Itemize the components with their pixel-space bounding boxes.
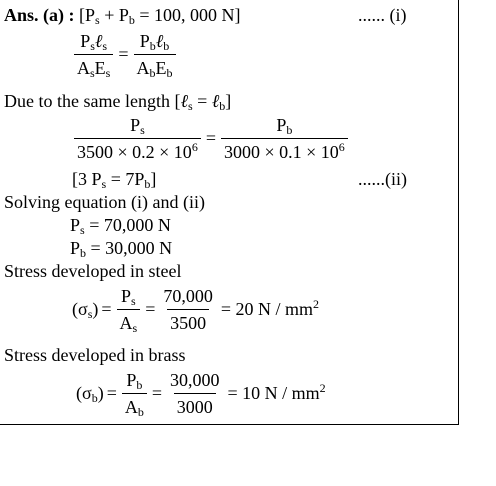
text-fragment: + P bbox=[99, 5, 129, 25]
subscript: s bbox=[187, 99, 193, 113]
sigma-b bbox=[76, 383, 104, 404]
denominator bbox=[117, 309, 141, 334]
subscript: s bbox=[90, 66, 95, 80]
numerator bbox=[127, 114, 148, 138]
equals-sign: = bbox=[106, 383, 117, 403]
fraction-right bbox=[134, 30, 176, 79]
fraction-values bbox=[167, 369, 223, 418]
symbol: ℓ bbox=[180, 91, 188, 111]
subscript: b bbox=[144, 177, 151, 191]
equation-brass-stress bbox=[76, 369, 329, 418]
subscript: s bbox=[102, 39, 108, 53]
fraction-force-area bbox=[122, 369, 147, 418]
denominator bbox=[74, 54, 113, 79]
stress-result bbox=[225, 383, 329, 404]
numerator bbox=[123, 369, 145, 393]
denominator bbox=[74, 138, 201, 163]
denominator bbox=[122, 393, 147, 418]
fraction-left bbox=[74, 30, 113, 79]
denominator-value: 3500 × 0.2 × 10 bbox=[77, 142, 192, 162]
symbol: ℓ bbox=[94, 31, 103, 51]
symbol: P bbox=[130, 115, 141, 135]
equals-sign: = bbox=[151, 383, 163, 403]
subscript: s bbox=[132, 321, 138, 335]
equals-sign: = bbox=[118, 44, 129, 64]
subscript: b bbox=[80, 246, 87, 260]
subscript: b bbox=[149, 39, 156, 53]
ps-result bbox=[70, 214, 171, 236]
text-fragment: = 10 N / mm bbox=[227, 383, 320, 403]
equals-sign: = bbox=[145, 299, 156, 319]
text-fragment: = 70,000 N bbox=[84, 215, 171, 235]
numerator bbox=[77, 30, 110, 54]
symbol: ℓ bbox=[155, 31, 164, 51]
symbol: A bbox=[136, 58, 150, 78]
fraction-values bbox=[160, 285, 216, 334]
symbol: P bbox=[139, 31, 150, 51]
denominator bbox=[134, 54, 176, 79]
equals-sign: = bbox=[205, 128, 216, 148]
symbol: E bbox=[94, 58, 106, 78]
text-fragment: = 7P bbox=[106, 169, 145, 189]
symbol: P bbox=[70, 215, 81, 235]
fraction-right bbox=[221, 114, 348, 163]
ratio-line bbox=[72, 168, 156, 190]
exponent: 2 bbox=[319, 381, 326, 395]
subscript: b bbox=[219, 99, 226, 113]
symbol: E bbox=[155, 58, 167, 78]
denominator-value: 3000 × 0.1 × 10 bbox=[223, 142, 339, 162]
numerator bbox=[137, 30, 173, 54]
answer-label: Ans. (a) : bbox=[4, 5, 75, 25]
text-fragment: = 100, 000 N] bbox=[134, 5, 241, 25]
text-fragment: (σ bbox=[72, 299, 88, 319]
denominator: 3000 bbox=[174, 393, 216, 418]
text-fragment: = bbox=[192, 91, 212, 111]
text-fragment: [P bbox=[74, 5, 96, 25]
text-fragment: ] bbox=[225, 91, 232, 111]
symbol: P bbox=[126, 370, 137, 390]
subscript: b bbox=[163, 39, 170, 53]
numerator bbox=[118, 285, 139, 309]
denominator bbox=[221, 138, 348, 163]
exponent: 6 bbox=[191, 140, 198, 154]
text-fragment: ] bbox=[150, 169, 157, 189]
brass-stress-heading: Stress developed in brass bbox=[4, 345, 186, 365]
subscript: s bbox=[101, 177, 107, 191]
subscript: b bbox=[136, 378, 143, 392]
equation-1 bbox=[72, 30, 178, 79]
subscript: b bbox=[128, 13, 135, 27]
subscript: s bbox=[140, 123, 145, 137]
text-fragment: Due to the same length [ bbox=[4, 91, 181, 111]
numerator: 70,000 bbox=[163, 286, 213, 306]
equals-sign: = bbox=[101, 299, 112, 319]
subscript: b bbox=[149, 66, 156, 80]
subscript: b bbox=[91, 391, 98, 405]
symbol: A bbox=[119, 313, 133, 333]
denominator: 3500 bbox=[167, 309, 209, 334]
subscript: s bbox=[95, 13, 100, 27]
numerator: 30,000 bbox=[170, 370, 220, 390]
symbol: ℓ bbox=[211, 91, 220, 111]
text-fragment: [3 P bbox=[72, 169, 102, 189]
text-fragment: = 30,000 N bbox=[86, 238, 173, 258]
equation-tag-ii: ......(ii) bbox=[358, 169, 407, 189]
subscript: s bbox=[90, 39, 95, 53]
equation-steel-stress bbox=[72, 285, 322, 334]
symbol: A bbox=[77, 58, 90, 78]
symbol: P bbox=[80, 31, 91, 51]
text-fragment: ) bbox=[92, 299, 99, 319]
subscript: s bbox=[131, 294, 136, 308]
steel-stress-heading: Stress developed in steel bbox=[4, 261, 182, 281]
pb-result bbox=[70, 237, 172, 259]
equation-tag-i: ...... (i) bbox=[358, 5, 407, 25]
answer-line-1 bbox=[4, 4, 241, 26]
same-length-line bbox=[4, 90, 231, 112]
symbol: P bbox=[276, 115, 287, 135]
numerator bbox=[273, 114, 295, 138]
fraction-force-area bbox=[117, 285, 141, 334]
symbol: P bbox=[70, 238, 81, 258]
text-fragment: = 20 N / mm bbox=[220, 299, 314, 319]
text-fragment: (σ bbox=[76, 383, 92, 403]
symbol: A bbox=[124, 397, 138, 417]
subscript: s bbox=[80, 223, 85, 237]
symbol: P bbox=[121, 286, 132, 306]
sigma-s bbox=[72, 299, 98, 320]
solving-line: Solving equation (i) and (ii) bbox=[4, 192, 205, 212]
equation-2 bbox=[72, 114, 350, 163]
exponent: 6 bbox=[338, 140, 345, 154]
subscript: b bbox=[166, 66, 173, 80]
subscript: s bbox=[105, 66, 111, 80]
subscript: b bbox=[286, 123, 293, 137]
stress-result bbox=[218, 299, 322, 320]
subscript: b bbox=[137, 405, 144, 419]
fraction-left bbox=[74, 114, 201, 163]
text-fragment: ) bbox=[97, 383, 104, 403]
exponent: 2 bbox=[313, 297, 320, 311]
subscript: s bbox=[87, 307, 93, 321]
